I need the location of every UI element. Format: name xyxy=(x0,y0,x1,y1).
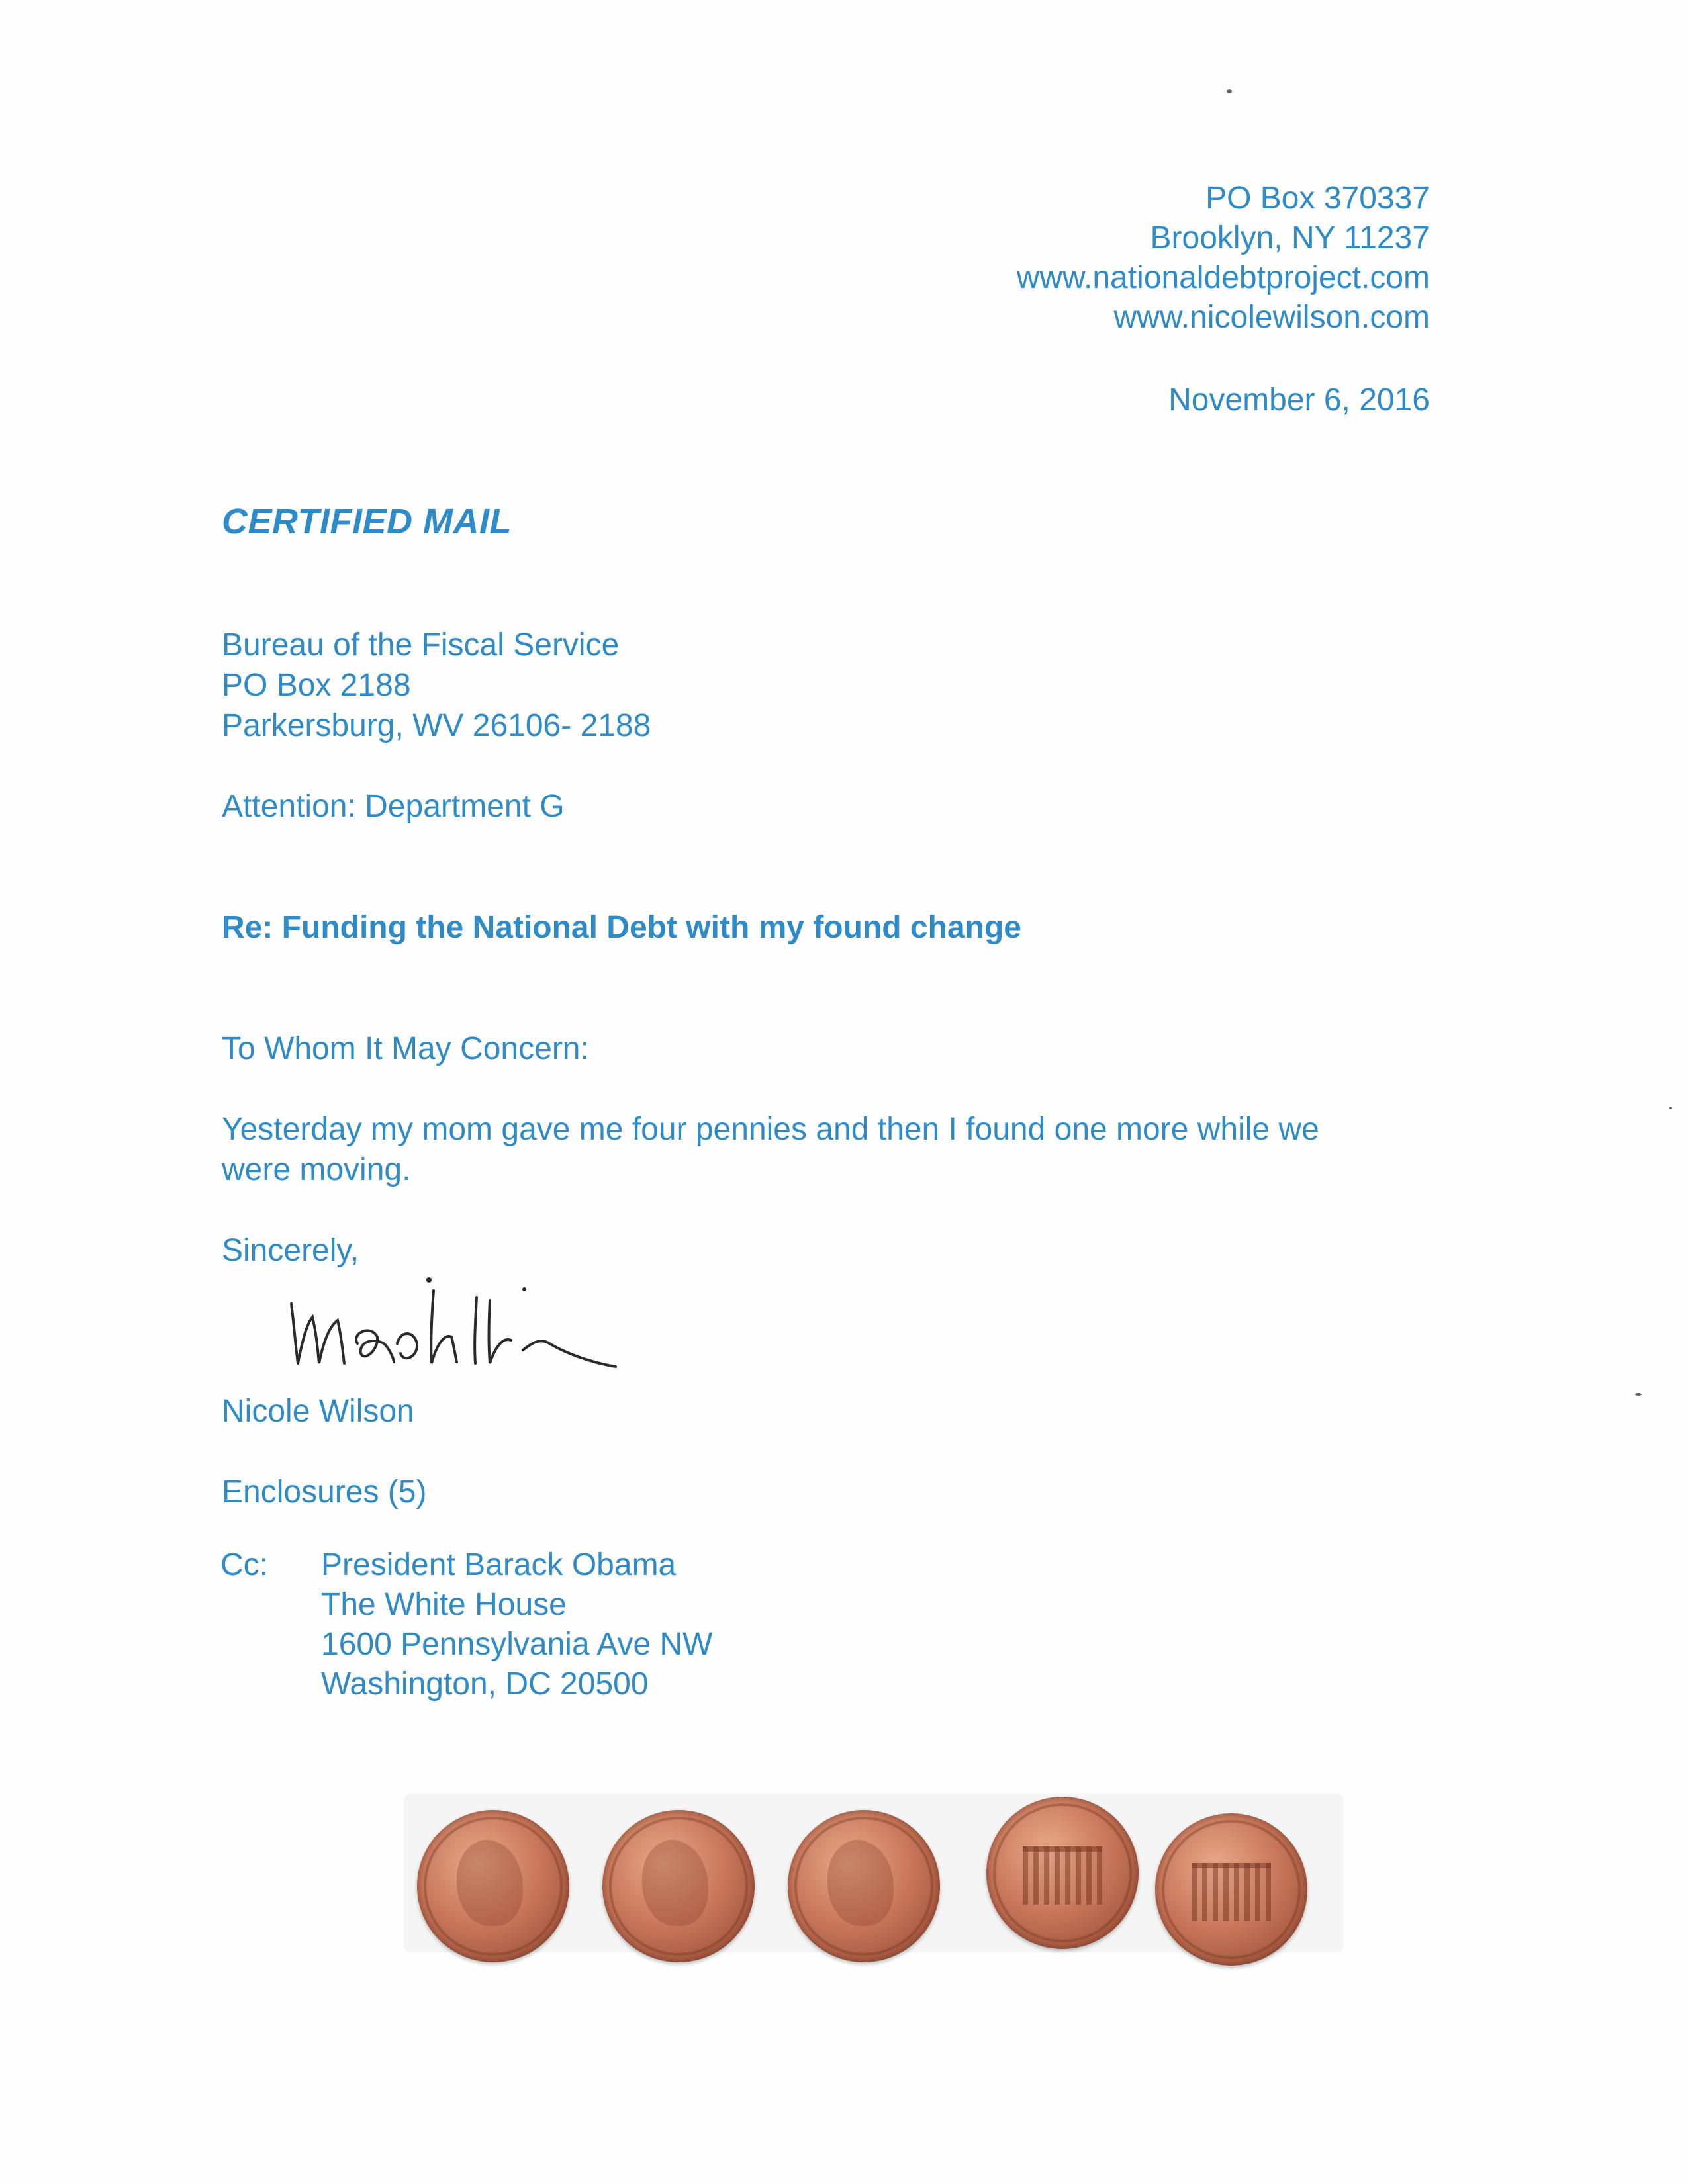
penny-5 xyxy=(1155,1813,1307,1966)
recipient-address-line1: PO Box 2188 xyxy=(222,668,411,703)
signer-name: Nicole Wilson xyxy=(222,1394,414,1429)
handwritten-signature xyxy=(278,1271,675,1377)
attention-line: Attention: Department G xyxy=(222,789,565,824)
recipient-address-line2: Parkersburg, WV 26106- 2188 xyxy=(222,708,651,743)
scan-speck xyxy=(1669,1107,1672,1109)
recipient-name: Bureau of the Fiscal Service xyxy=(222,627,620,662)
cc-address-line3: Washington, DC 20500 xyxy=(321,1666,649,1702)
sender-website-1: www.nationaldebtproject.com xyxy=(1016,260,1430,295)
closing: Sincerely, xyxy=(222,1233,359,1268)
penny-3 xyxy=(788,1810,940,1962)
letter-date: November 6, 2016 xyxy=(1168,383,1430,418)
penny-4 xyxy=(986,1797,1139,1949)
delivery-method: CERTIFIED MAIL xyxy=(222,502,512,541)
penny-1 xyxy=(417,1810,569,1962)
body-line-2: were moving. xyxy=(222,1152,411,1187)
subject-line: Re: Funding the National Debt with my found change xyxy=(222,910,1021,945)
scan-speck xyxy=(1227,89,1232,93)
enclosures-line: Enclosures (5) xyxy=(222,1475,427,1510)
cc-address-line2: 1600 Pennsylvania Ave NW xyxy=(321,1627,713,1662)
cc-label: Cc: xyxy=(220,1547,268,1582)
taped-pennies xyxy=(404,1780,1344,1966)
cc-address-block xyxy=(321,1545,712,1704)
sender-address-line2: Brooklyn, NY 11237 xyxy=(1150,220,1430,255)
body-line-1: Yesterday my mom gave me four pennies and then I found one more while we xyxy=(222,1112,1319,1147)
cc-name: President Barack Obama xyxy=(321,1547,677,1582)
sender-website-2: www.nicolewilson.com xyxy=(1113,300,1430,335)
cc-address-line1: The White House xyxy=(321,1587,567,1622)
sender-address-block xyxy=(1017,179,1430,338)
salutation: To Whom It May Concern: xyxy=(222,1031,589,1066)
penny-2 xyxy=(602,1810,755,1962)
scan-speck xyxy=(1635,1393,1642,1396)
sender-address-line1: PO Box 370337 xyxy=(1205,181,1430,216)
